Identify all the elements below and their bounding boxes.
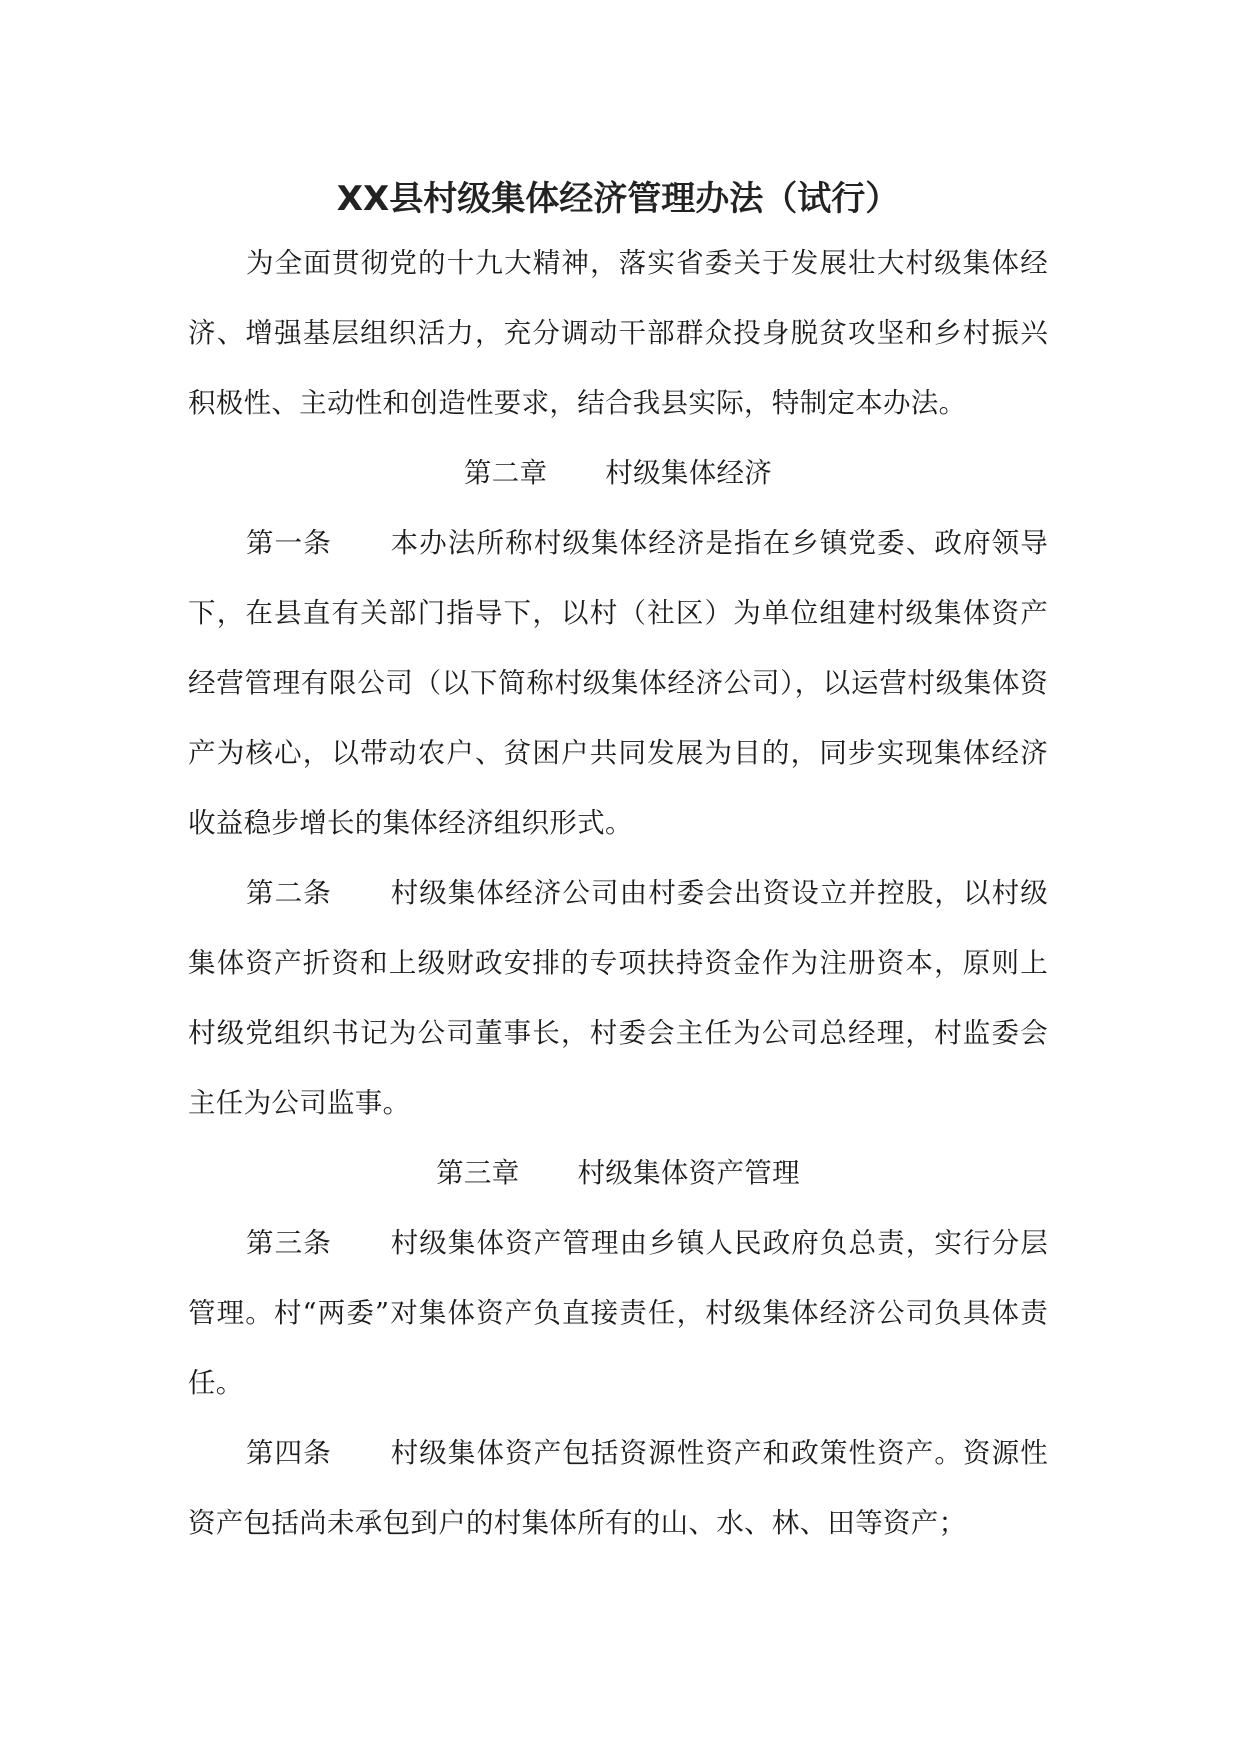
document-page — [188, 170, 1048, 1558]
article-text: 村级集体资产包括资源性资产和政策性资产。资源性资产包括尚未承包到户的村集体所有的山、水、林、田等资产； — [188, 1437, 1048, 1539]
article-4 — [188, 1418, 1048, 1558]
article-number: 第二条 — [246, 877, 332, 909]
chapter-number: 第三章 — [436, 1157, 520, 1189]
chapter-heading-3 — [188, 1138, 1048, 1208]
article-text: 村级集体经济公司由村委会出资设立并控股，以村级集体资产折资和上级财政安排的专项扶持资金作为注册资本，原则上村级党组织书记为公司董事长，村委会主任为公司总经理，村监委会主任为公司监事。 — [188, 877, 1048, 1119]
article-text: 村级集体资产管理由乡镇人民政府负总责，实行分层管理。村“两委”对集体资产负直接责任，村级集体经济公司负具体责任。 — [188, 1227, 1048, 1399]
article-number: 第三条 — [246, 1227, 332, 1259]
article-text: 本办法所称村级集体经济是指在乡镇党委、政府领导下，在县直有关部门指导下，以村（社区）为单位组建村级集体资产经营管理有限公司（以下简称村级集体经济公司），以运营村级集体资产为核心，以带动农户、贫困户共同发展为目的，同步实现集体经济收益稳步增长的集体经济组织形式。 — [188, 527, 1048, 839]
article-1 — [188, 508, 1048, 858]
chapter-title: 村级集体经济 — [605, 457, 773, 489]
article-number: 第一条 — [246, 527, 332, 559]
document-title: XX县村级集体经济管理办法（试行） — [336, 179, 900, 219]
chapter-heading-2 — [188, 438, 1048, 508]
chapter-number: 第二章 — [463, 457, 548, 489]
article-2 — [188, 858, 1048, 1138]
article-number: 第四条 — [246, 1437, 332, 1469]
article-3 — [188, 1208, 1048, 1418]
preamble-paragraph: 为全面贯彻党的十九大精神，落实省委关于发展壮大村级集体经济、增强基层组织活力，充分调动干部群众投身脱贫攻坚和乡村振兴积极性、主动性和创造性要求，结合我县实际，特制定本办法。 — [188, 247, 1048, 419]
chapter-title: 村级集体资产管理 — [577, 1157, 800, 1189]
